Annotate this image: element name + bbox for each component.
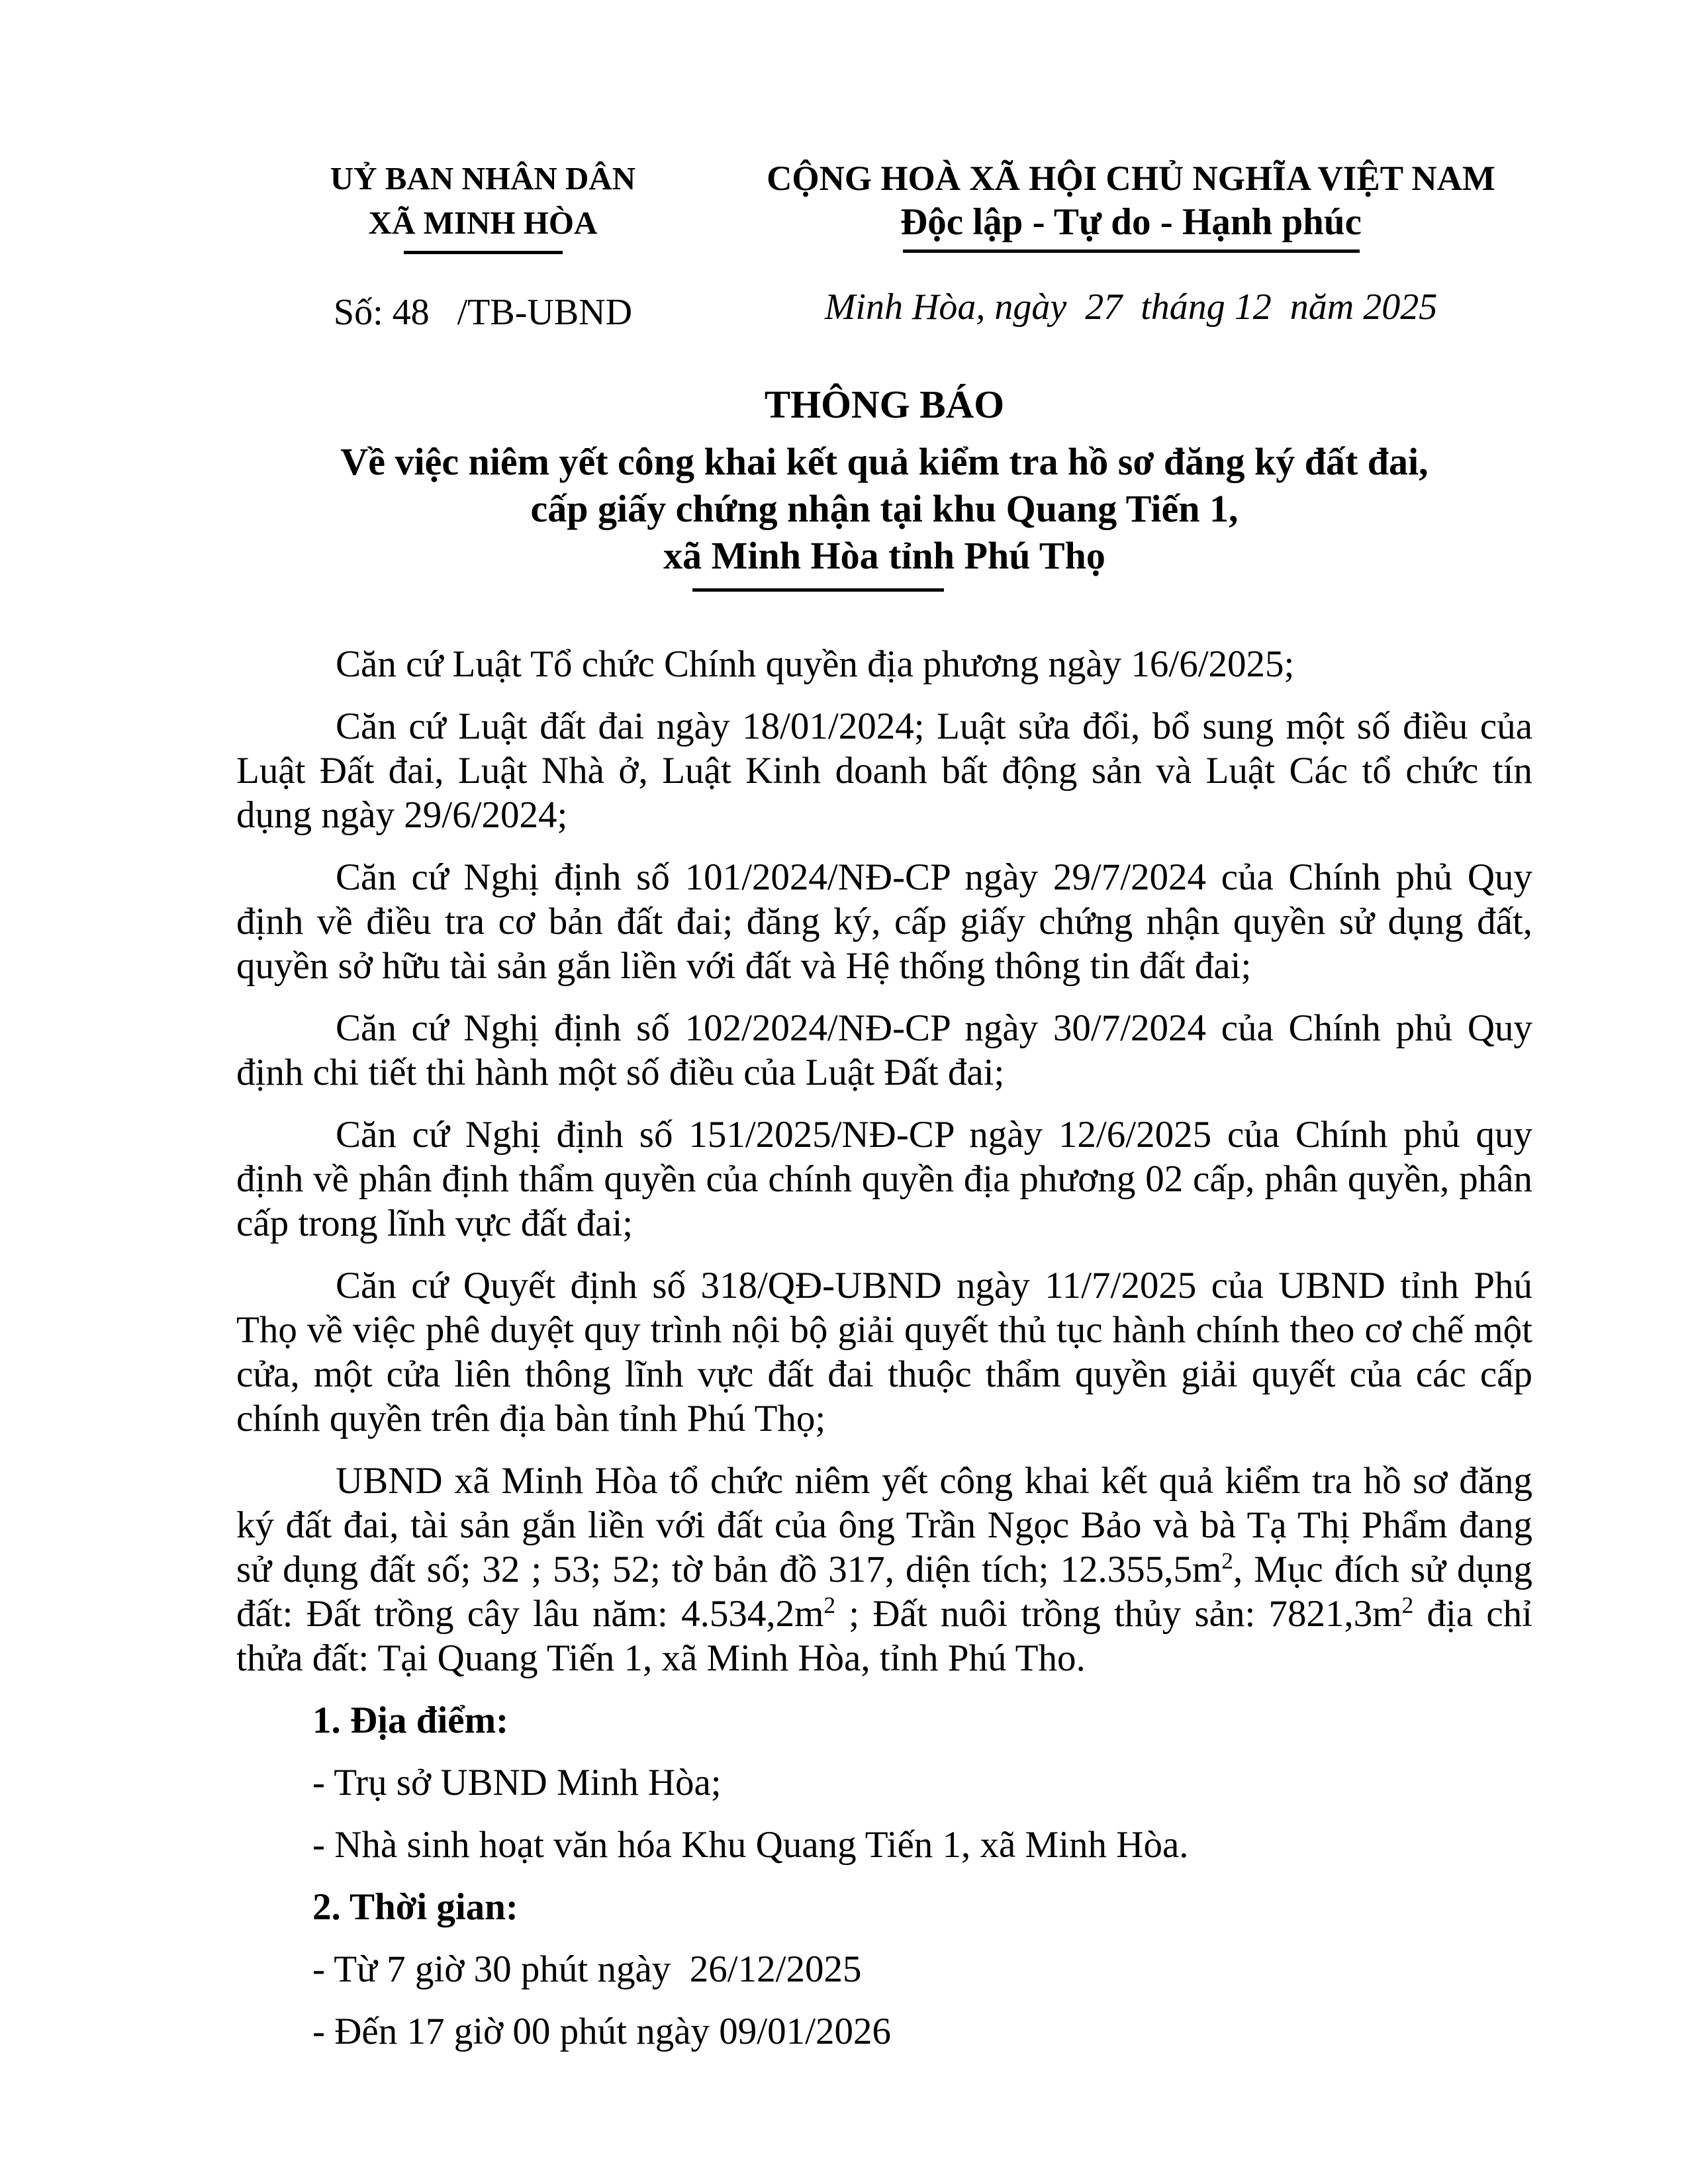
document-body — [236, 642, 1532, 2054]
section-heading-time: 2. Thời gian: — [312, 1886, 518, 1928]
national-motto: Độc lập - Tự do - Hạnh phúc — [900, 201, 1362, 243]
place-date-line: Minh Hòa, ngày 27 tháng 12 năm 2025 — [824, 287, 1438, 328]
document-header — [236, 156, 1532, 332]
document-subtitle-line3: xã Minh Hòa tỉnh Phú Thọ — [663, 534, 1105, 577]
legal-basis-paragraph: Căn cứ Nghị định số 101/2024/NĐ-CP ngày 29/7/2024 của Chính phủ Quy định về điều tra cơ bản đất đai; đăng ký, cấp giấy chứng nhận quyền sử dụng đất, quyền sở hữu tài sản gắn liền với đất và Hệ thống thông tin đất đai; — [236, 856, 1532, 987]
location-item: - Nhà sinh hoạt văn hóa Khu Quang Tiến 1, xã Minh Hòa. — [312, 1824, 1189, 1866]
legal-basis-paragraph: Căn cứ Nghị định số 102/2024/NĐ-CP ngày 30/7/2024 của Chính phủ Quy định chi tiết thi hành một số điều của Luật Đất đai; — [236, 1007, 1532, 1093]
document-subtitle-line2: cấp giấy chứng nhận tại khu Quang Tiến 1, — [530, 487, 1239, 530]
square-meter-superscript: 2 — [1221, 1548, 1233, 1574]
time-item: - Đến 17 giờ 00 phút ngày 09/01/2026 — [312, 2011, 891, 2052]
issuing-authority-block — [236, 156, 729, 332]
location-item: - Trụ sở UBND Minh Hòa; — [312, 1762, 722, 1803]
document-number: Số: 48 /TB-UBND — [333, 292, 633, 333]
announcement-text-4: địa chỉ thửa đất: Tại Quang Tiến 1, xã Minh Hòa, tỉnh Phú Tho. — [236, 1593, 1532, 1679]
legal-basis-paragraph: Căn cứ Nghị định số 151/2025/NĐ-CP ngày 12/6/2025 của Chính phủ quy định về phân định thẩm quyền của chính quyền địa phương 02 cấp, phân quyền, phân cấp trong lĩnh vực đất đai; — [236, 1114, 1532, 1244]
document-content — [236, 156, 1532, 2071]
authority-name-line1: UỶ BAN NHÂN DÂN — [330, 160, 636, 197]
national-title: CỘNG HOÀ XÃ HỘI CHỦ NGHĨA VIỆT NAM — [767, 159, 1495, 198]
authority-underline — [404, 251, 563, 254]
title-underline — [692, 588, 944, 592]
title-block — [236, 383, 1532, 592]
announcement-text-1: UBND xã Minh Hòa tổ chức niêm yết công khai kết quả kiểm tra hồ sơ đăng ký đất đai, tài sản gắn liền với đất của ông Trần Ngọc Bảo và bà Tạ Thị Phẩm đang sử dụng đất số; 32 ; 53; 52; tờ bản đồ 317, diện tích; 12.355,5m — [236, 1460, 1532, 1590]
document-subtitle-line1: Về việc niêm yết công khai kết quả kiểm tra hồ sơ đăng ký đất đai, — [340, 440, 1429, 483]
document-title: THÔNG BÁO — [764, 383, 1005, 426]
time-item: - Từ 7 giờ 30 phút ngày 26/12/2025 — [312, 1948, 862, 1990]
legal-basis-paragraph: Căn cứ Quyết định số 318/QĐ-UBND ngày 11/7/2025 của UBND tỉnh Phú Thọ về việc phê duyệt quy trình nội bộ giải quyết thủ tục hành chính theo cơ chế một cửa, một cửa liên thông lĩnh vực đất đai thuộc thẩm quyền giải quyết của các cấp chính quyền trên địa bàn tỉnh Phú Thọ; — [236, 1265, 1532, 1439]
square-meter-superscript: 2 — [1401, 1592, 1414, 1618]
announcement-text-3: ; Đất nuôi trồng thủy sản: 7821,3m — [835, 1593, 1402, 1635]
section-heading-location: 1. Địa điểm: — [312, 1700, 509, 1741]
legal-basis-paragraph: Căn cứ Luật Tổ chức Chính quyền địa phương ngày 16/6/2025; — [336, 643, 1295, 685]
authority-name-line2: XÃ MINH HÒA — [368, 205, 598, 241]
legal-basis-paragraph: Căn cứ Luật đất đai ngày 18/01/2024; Luật sửa đổi, bổ sung một số điều của Luật Đất đai, Luật Nhà ở, Luật Kinh doanh bất động sản và Luật Các tổ chức tín dụng ngày 29/6/2024; — [236, 705, 1532, 836]
announcement-text-2: , Mục đích sử dụng đất: Đất trồng cây lâu năm: 4.534,2m — [236, 1549, 1532, 1635]
square-meter-superscript: 2 — [823, 1592, 836, 1618]
announcement-paragraph — [236, 1459, 1532, 1680]
national-motto-block — [729, 156, 1532, 327]
motto-underline — [903, 250, 1360, 253]
